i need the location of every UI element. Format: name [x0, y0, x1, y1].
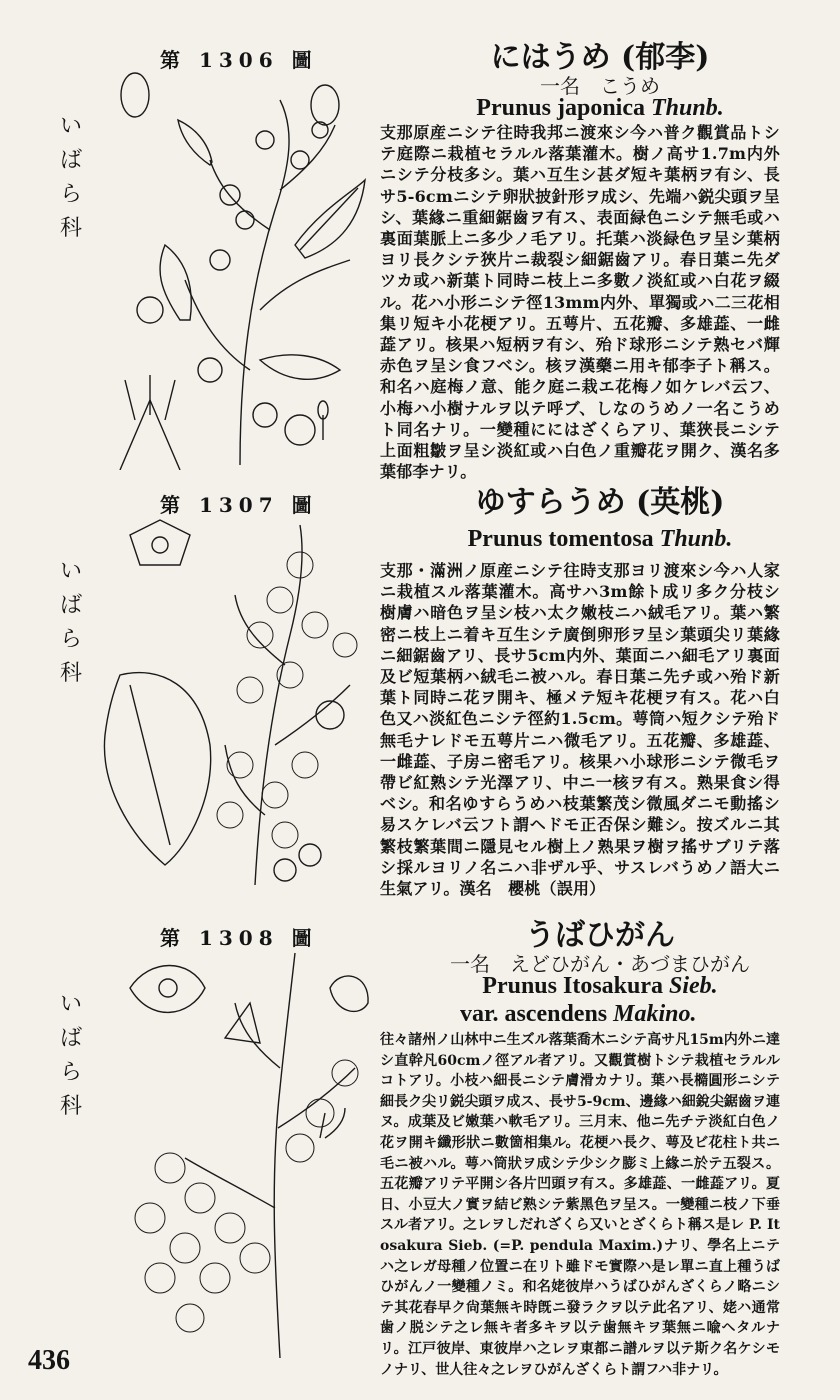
- figure-label: 第 1306 圖: [160, 48, 318, 72]
- family-label: [56, 110, 86, 246]
- family-char: い: [59, 559, 82, 584]
- plant-drawing-icon: [90, 515, 375, 885]
- latin-name: [380, 525, 820, 553]
- plant-drawing-icon: [90, 70, 375, 470]
- latin-genus-species: Prunus tomentosa: [467, 526, 654, 552]
- latin-author: Sieb.: [669, 973, 718, 999]
- family-char: 科: [59, 216, 82, 241]
- latin-genus-species: Prunus Itosakura: [482, 973, 664, 999]
- entry-1308: [0, 918, 840, 1378]
- botanical-illustration: [90, 948, 375, 1358]
- family-char: ば: [59, 148, 82, 173]
- description-text: 往々諸州ノ山林中ニ生ズル落葉喬木ニシテ高サ凡15m内外ニ達シ直幹凡60cmノ徑アル者アリ。又觀賞樹トシテ栽植セラルルコトアリ。小枝ハ細長ニシテ膚滑カナリ。葉ハ長橢圓形ニシテ細長ク尖リ鋭尖頭ヲ成ス、長サ5-9cm、邊緣ハ細銳尖鋸齒ヲ連ヌ。成葉及ビ嫩葉ハ軟毛アリ。三月末、他ニ先チテ淡紅白色ノ花ヲ開キ纖形狀ニ數箇相集ル。花梗ハ長ク、萼及ビ花柱ト共ニ毛ニ被ハル。萼ハ筒狀ヲ成シテ少シク膨ミ上緣ニ於テ五裂ス。五花瓣アリテ平開シ各片凹頭ヲ有ス。多雄蕋、一雌蕋アリ。夏日、小豆大ノ實ヲ結ビ熟シテ紫黑色ヲ呈ス。一變種ニ枝ノ下垂スル者アリ。之レヲしだれざくら又いとざくらト稱ス是レ P. Itosakura Sieb. (=P. pendula Maxim.)ナリ、學名上ニテハ之レガ母種ノ位置ニ在リト雖ドモ實際ハ是レ單ニ直上種うばひがんノ一變種ノミ。和名姥彼岸ハうばひがんざくらノ略ニシテ其花春早ク尙葉無キ時旣ニ發ラクヲ以テ此名アリ、姥ハ通常歯ノ脱シテ之レ無キ者多キヲ以テ歯無キヲ葉無ニ喩ヘタルナリ。江戸彼岸、東彼岸ハ之レヲ東都ニ譜ルヲ以テ斯ク名ケシモノナリ、世人往々之レヲひがんざくらト謂フハ非ナリ。: [380, 1032, 780, 1378]
- botanical-illustration: [90, 515, 375, 885]
- description-text: 支那・滿洲ノ原産ニシテ往時支那ヨリ渡來シ今ハ人家ニ栽植スル落葉灌木。高サハ3m餘ト成リ多ク分枝シ樹膚ハ暗色ヲ呈シ枝ハ太ク嫩枝ニハ絨毛アリ。葉ハ繁密ニ枝上ニ着キ互生シテ廣倒卵形ヲ呈シ葉頭尖リ葉緣ニ細鋸齒アリ、長サ5cm内外、葉面ニハ細毛アリ裏面及ビ短葉柄ハ絨毛ニ被ハル。春日葉ニ先チ或ハ殆ド新葉ト同時ニ花ヲ開キ、極メテ短キ花梗ヲ有ス。花ハ白色又ハ淡紅色ニシテ徑約1.5cm。萼筒ハ短クシテ殆ド無毛ナレドモ五萼片ニハ微毛アリ。五花瓣、多雄蕋、一雌蕋、子房ニ密毛アリ。核果ハ小球形ニシテ微毛ヲ帶ビ紅熟シテ光澤アリ、中ニ一核ヲ有ス。熟果食シ得ベシ。和名ゆすらうめハ枝葉繁茂シ微風ダニモ動搖シ易スケレバ云フト謂ヘドモ正否保シ難シ。按ズルニ其繁枝繁葉間ニ隱見セル樹上ノ熟果ヲ樹ヲ搖サブリテ落シ採ルヨリノ名ニハ非ザル乎、サスレバうめノ語大ニ生氣アリ。漢名 櫻桃（誤用）: [380, 561, 780, 899]
- plant-drawing-icon: [90, 948, 375, 1358]
- latin-author: Thunb.: [659, 526, 733, 552]
- latin-name: [380, 94, 820, 122]
- page-number: 436: [28, 1345, 70, 1376]
- family-label: [56, 555, 86, 691]
- entry-1307: [0, 485, 840, 910]
- family-char: ば: [59, 593, 82, 618]
- latin-genus-species: Prunus japonica: [476, 95, 645, 121]
- family-char: ば: [59, 1026, 82, 1051]
- latin-name: [380, 972, 820, 1000]
- family-char: 科: [59, 661, 82, 686]
- family-char: ら: [59, 627, 82, 652]
- family-char: ら: [59, 1060, 82, 1085]
- family-char: い: [59, 992, 82, 1017]
- description-text: 支那原産ニシテ往時我邦ニ渡來シ今ハ普ク觀賞品トシテ庭際ニ栽植セラルル落葉灌木。樹ノ高サ1.7m内外ニシテ分枝多シ。葉ハ互生シ甚ダ短キ葉柄ヲ有シ、長サ5-6cmニシテ卵狀披針形ヲ成シ、先端ハ鋭尖頭ヲ呈シ、葉緣ニ重細鋸齒ヲ有ス、表面緑色ニシテ無毛或ハ裏面葉脈上ニ多少ノ毛アリ。托葉ハ淡緑色ヲ呈シ葉柄ヨリ長クシテ狹片ニ裁裂シ細鋸齒アリ。春日葉ニ先ダツカ或ハ新葉ト同時ニ枝上ニ多數ノ淡紅或ハ白花ヲ綴ル。花ハ小形ニシテ徑13mm内外、單獨或ハ二三花相集リ短キ小花梗アリ。五萼片、五花瓣、多雄蕋、一雌蕋アリ。核果ハ短柄ヲ有シ、殆ド球形ニシテ熟セバ輝赤色ヲ呈シ食フベシ。核ヲ漢藥ニ用キ郁李子ト稱ス。和名ハ庭梅ノ意、能ク庭ニ栽エ花梅ノ如ケレバ云フ、小梅ハ小樹ナルヲ以テ呼ブ、しなのうめノ一名こうめト同名ナリ。一變種ににはざくらアリ、葉狹長ニシテ上面粗皺ヲ呈シ淡紅或ハ白色ノ重瓣花ヲ開ク、漢名多葉郁李ナリ。: [380, 123, 780, 482]
- family-label: [56, 988, 86, 1124]
- family-char: ら: [59, 182, 82, 207]
- latin-variety-author: Makino.: [613, 1001, 697, 1027]
- alias-name: 一名 こうめ: [540, 74, 660, 98]
- figure-label: 第 1308 圖: [160, 926, 318, 950]
- botanical-illustration: [90, 70, 375, 470]
- latin-author: Thunb.: [651, 95, 724, 121]
- title-japanese: うばひがん: [525, 918, 675, 953]
- entry-1306: [0, 40, 840, 490]
- latin-variety: [460, 1000, 820, 1028]
- figure-label: 第 1307 圖: [160, 493, 318, 517]
- latin-variety-name: var. ascendens: [460, 1001, 608, 1027]
- family-char: い: [59, 114, 82, 139]
- title-japanese: ゆすらうめ (英桃): [475, 485, 725, 520]
- family-char: 科: [59, 1094, 82, 1119]
- title-japanese: にはうめ (郁李): [490, 40, 710, 75]
- alias-name: 一名 えどひがん・あづまひがん: [450, 952, 750, 976]
